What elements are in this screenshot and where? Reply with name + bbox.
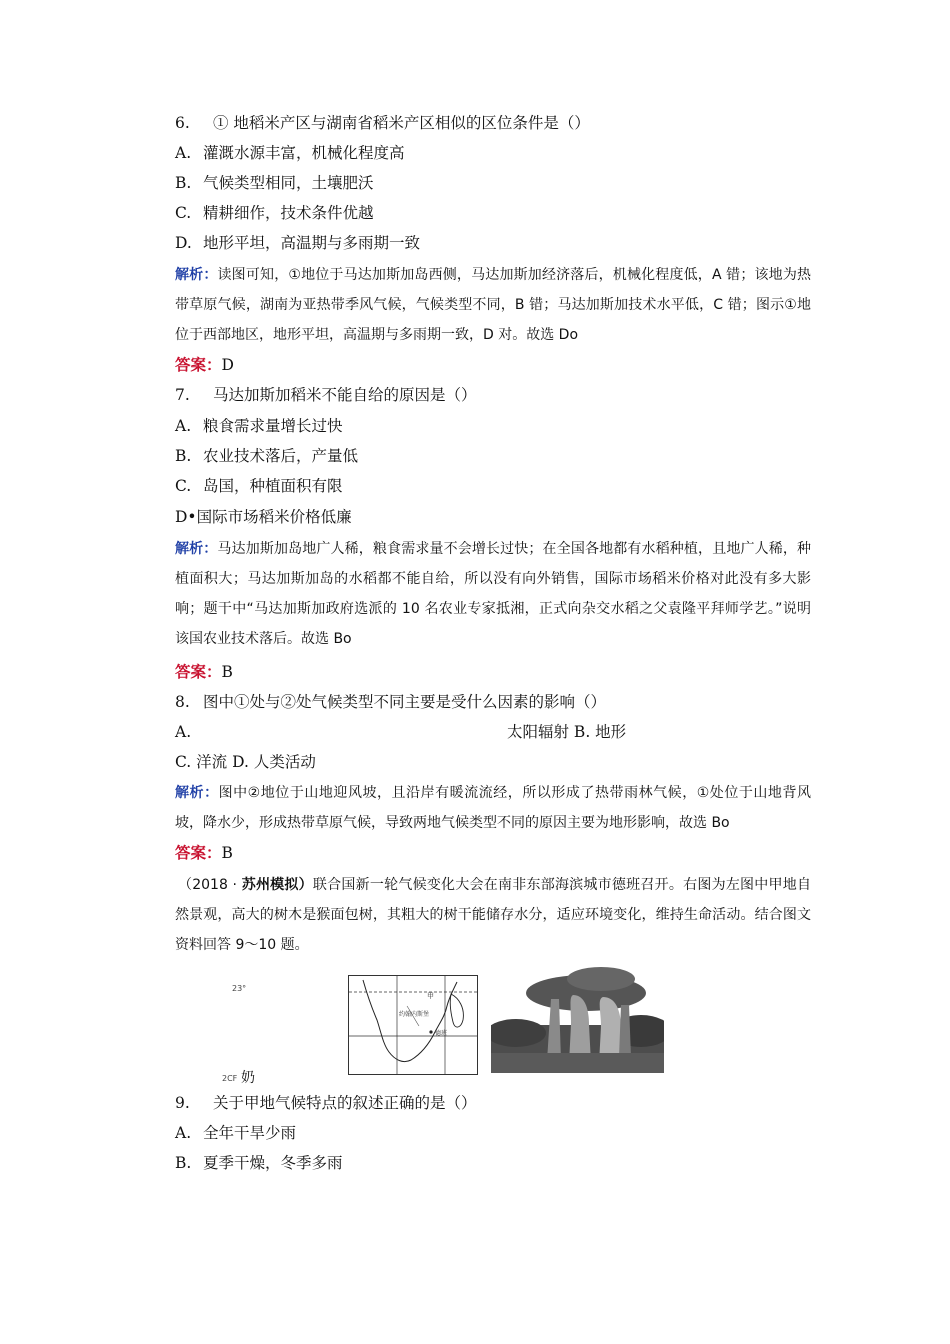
option-text: 气候类型相同，土壤肥沃 — [203, 174, 374, 192]
intro-source: 苏州模拟） — [241, 877, 313, 893]
option-key: D. — [175, 234, 192, 252]
q6-option-d — [175, 233, 420, 253]
analysis-text: 读图可知，①地位于马达加斯加岛西侧，马达加斯加经济落后，机械化程度低，A 错；该地为热带草原气候，湖南为亚热带季风气候，气候类型不同，B 错；马达加斯加技术水平低，C 错；图示①地位于西部地区，地形平坦，高温期与多雨期一致，D 对。故选 Do — [175, 267, 812, 343]
option-text: 农业技术落后，产量低 — [203, 447, 359, 465]
option-key: A. — [175, 144, 192, 162]
analysis-label: 解析： — [175, 267, 218, 283]
baobab-photo — [491, 965, 664, 1073]
map-label-johannesburg: 约翰内斯堡 — [399, 1011, 430, 1018]
map-label-durban: 德班 — [435, 1030, 448, 1037]
option-text: 粮食需求量增长过快 — [203, 417, 343, 435]
question-number: 6. — [175, 114, 190, 132]
question-stem: 关于甲地气候特点的叙述正确的是（） — [213, 1094, 477, 1112]
q7-stem-line — [175, 385, 477, 405]
q7-option-b — [175, 446, 358, 466]
analysis-label: 解析： — [175, 785, 219, 801]
option-text: 精耕细作，技术条件优越 — [203, 204, 374, 222]
q6-analysis — [175, 260, 811, 350]
option-key: A. — [175, 1124, 192, 1142]
option-text: 全年干旱少雨 — [203, 1124, 297, 1142]
option-text: 灌溉水源丰富，机械化程度高 — [203, 144, 405, 162]
q8-analysis — [175, 778, 811, 838]
intro-paragraph — [175, 870, 811, 960]
question-number: 9. — [175, 1094, 190, 1112]
answer-label: 答案： — [175, 663, 222, 681]
answer-label: 答案： — [175, 844, 222, 862]
option-text: 地形平坦，高温期与多雨期一致 — [203, 234, 421, 252]
q6-answer — [175, 355, 234, 375]
option-text: 夏季干燥，冬季多雨 — [203, 1154, 343, 1172]
q8-option-cd: C. 洋流 D. 人类活动 — [175, 753, 316, 771]
q6-option-b — [175, 173, 374, 193]
intro-source-prefix: （2018 · — [178, 877, 242, 893]
analysis-label: 解析： — [175, 541, 218, 557]
question-number: 8. — [175, 693, 190, 711]
analysis-text: 马达加斯加岛地广人稀，粮食需求量不会增长过快；在全国各地都有水稻种植，且地广人稀，种植面积大；马达加斯加岛的水稻都不能自给，所以没有向外销售，国际市场稻米价格对此没有多大影响；题干中“马达加斯加政府选派的 10 名农业专家抵湘，正式向杂交水稻之父袁隆平拜师学艺。”说明该国农业技术落后。故选 Bo — [175, 541, 812, 647]
q7-option-a — [175, 416, 343, 436]
map-label-jia: 甲 — [427, 992, 434, 1000]
q6-option-a — [175, 143, 405, 163]
figure-bottom-label: 奶 — [241, 1070, 255, 1086]
q7-answer — [175, 662, 233, 682]
q6-stem-line — [175, 113, 590, 133]
q6-option-c — [175, 203, 374, 223]
option-key: C. — [175, 204, 192, 222]
q7-option-c — [175, 476, 343, 496]
option-text: 岛国，种植面积有限 — [203, 477, 343, 495]
q9-option-a — [175, 1123, 296, 1143]
question-number: 7. — [175, 386, 190, 404]
question-stem: 图中①处与②处气候类型不同主要是受什么因素的影响（） — [203, 693, 607, 711]
figure-bottom-label-small: 2CF — [222, 1074, 238, 1083]
q8-option-a-key: A. — [175, 723, 192, 741]
q9-stem-line — [175, 1093, 477, 1113]
option-key: A. — [175, 417, 192, 435]
latitude-label: 23° — [232, 984, 247, 993]
analysis-text: 图中②地位于山地迎风坡，且沿岸有暖流流经，所以形成了热带雨林气候，①处位于山地背风坡，降水少，形成热带草原气候，导致两地气候类型不同的原因主要为地形影响，故选 Bo — [175, 785, 812, 831]
option-key: C. — [175, 477, 192, 495]
option-key: B. — [175, 447, 192, 465]
option-key: B. — [175, 1154, 192, 1172]
baobab-illustration — [491, 965, 664, 1073]
q7-option-d: D•国际市场稻米价格低廉 — [175, 508, 352, 526]
q7-analysis — [175, 534, 811, 654]
africa-map — [348, 975, 478, 1075]
map-svg — [349, 976, 477, 1074]
q8-option-a-b: 太阳辐射 B. 地形 — [507, 723, 627, 741]
intro-text: 联合国新一轮气候变化大会在南非东部海滨城市德班召开。右图为左图中甲地自然景观，高大的树木是猴面包树，其粗大的树干能储存水分，适应环境变化，维持生命活动。结合图文资料回答 9〜10 题。 — [175, 877, 812, 953]
answer-value: B — [221, 844, 233, 862]
q9-option-b — [175, 1153, 343, 1173]
question-stem: 马达加斯加稻米不能自给的原因是（） — [213, 386, 477, 404]
question-stem: ① 地稻米产区与湖南省稻米产区相似的区位条件是（） — [213, 114, 590, 132]
answer-value: B — [221, 663, 233, 681]
answer-value: D — [221, 356, 234, 374]
q8-answer — [175, 843, 233, 863]
answer-label: 答案： — [175, 356, 222, 374]
q8-stem-line — [175, 692, 606, 712]
option-key: B. — [175, 174, 192, 192]
